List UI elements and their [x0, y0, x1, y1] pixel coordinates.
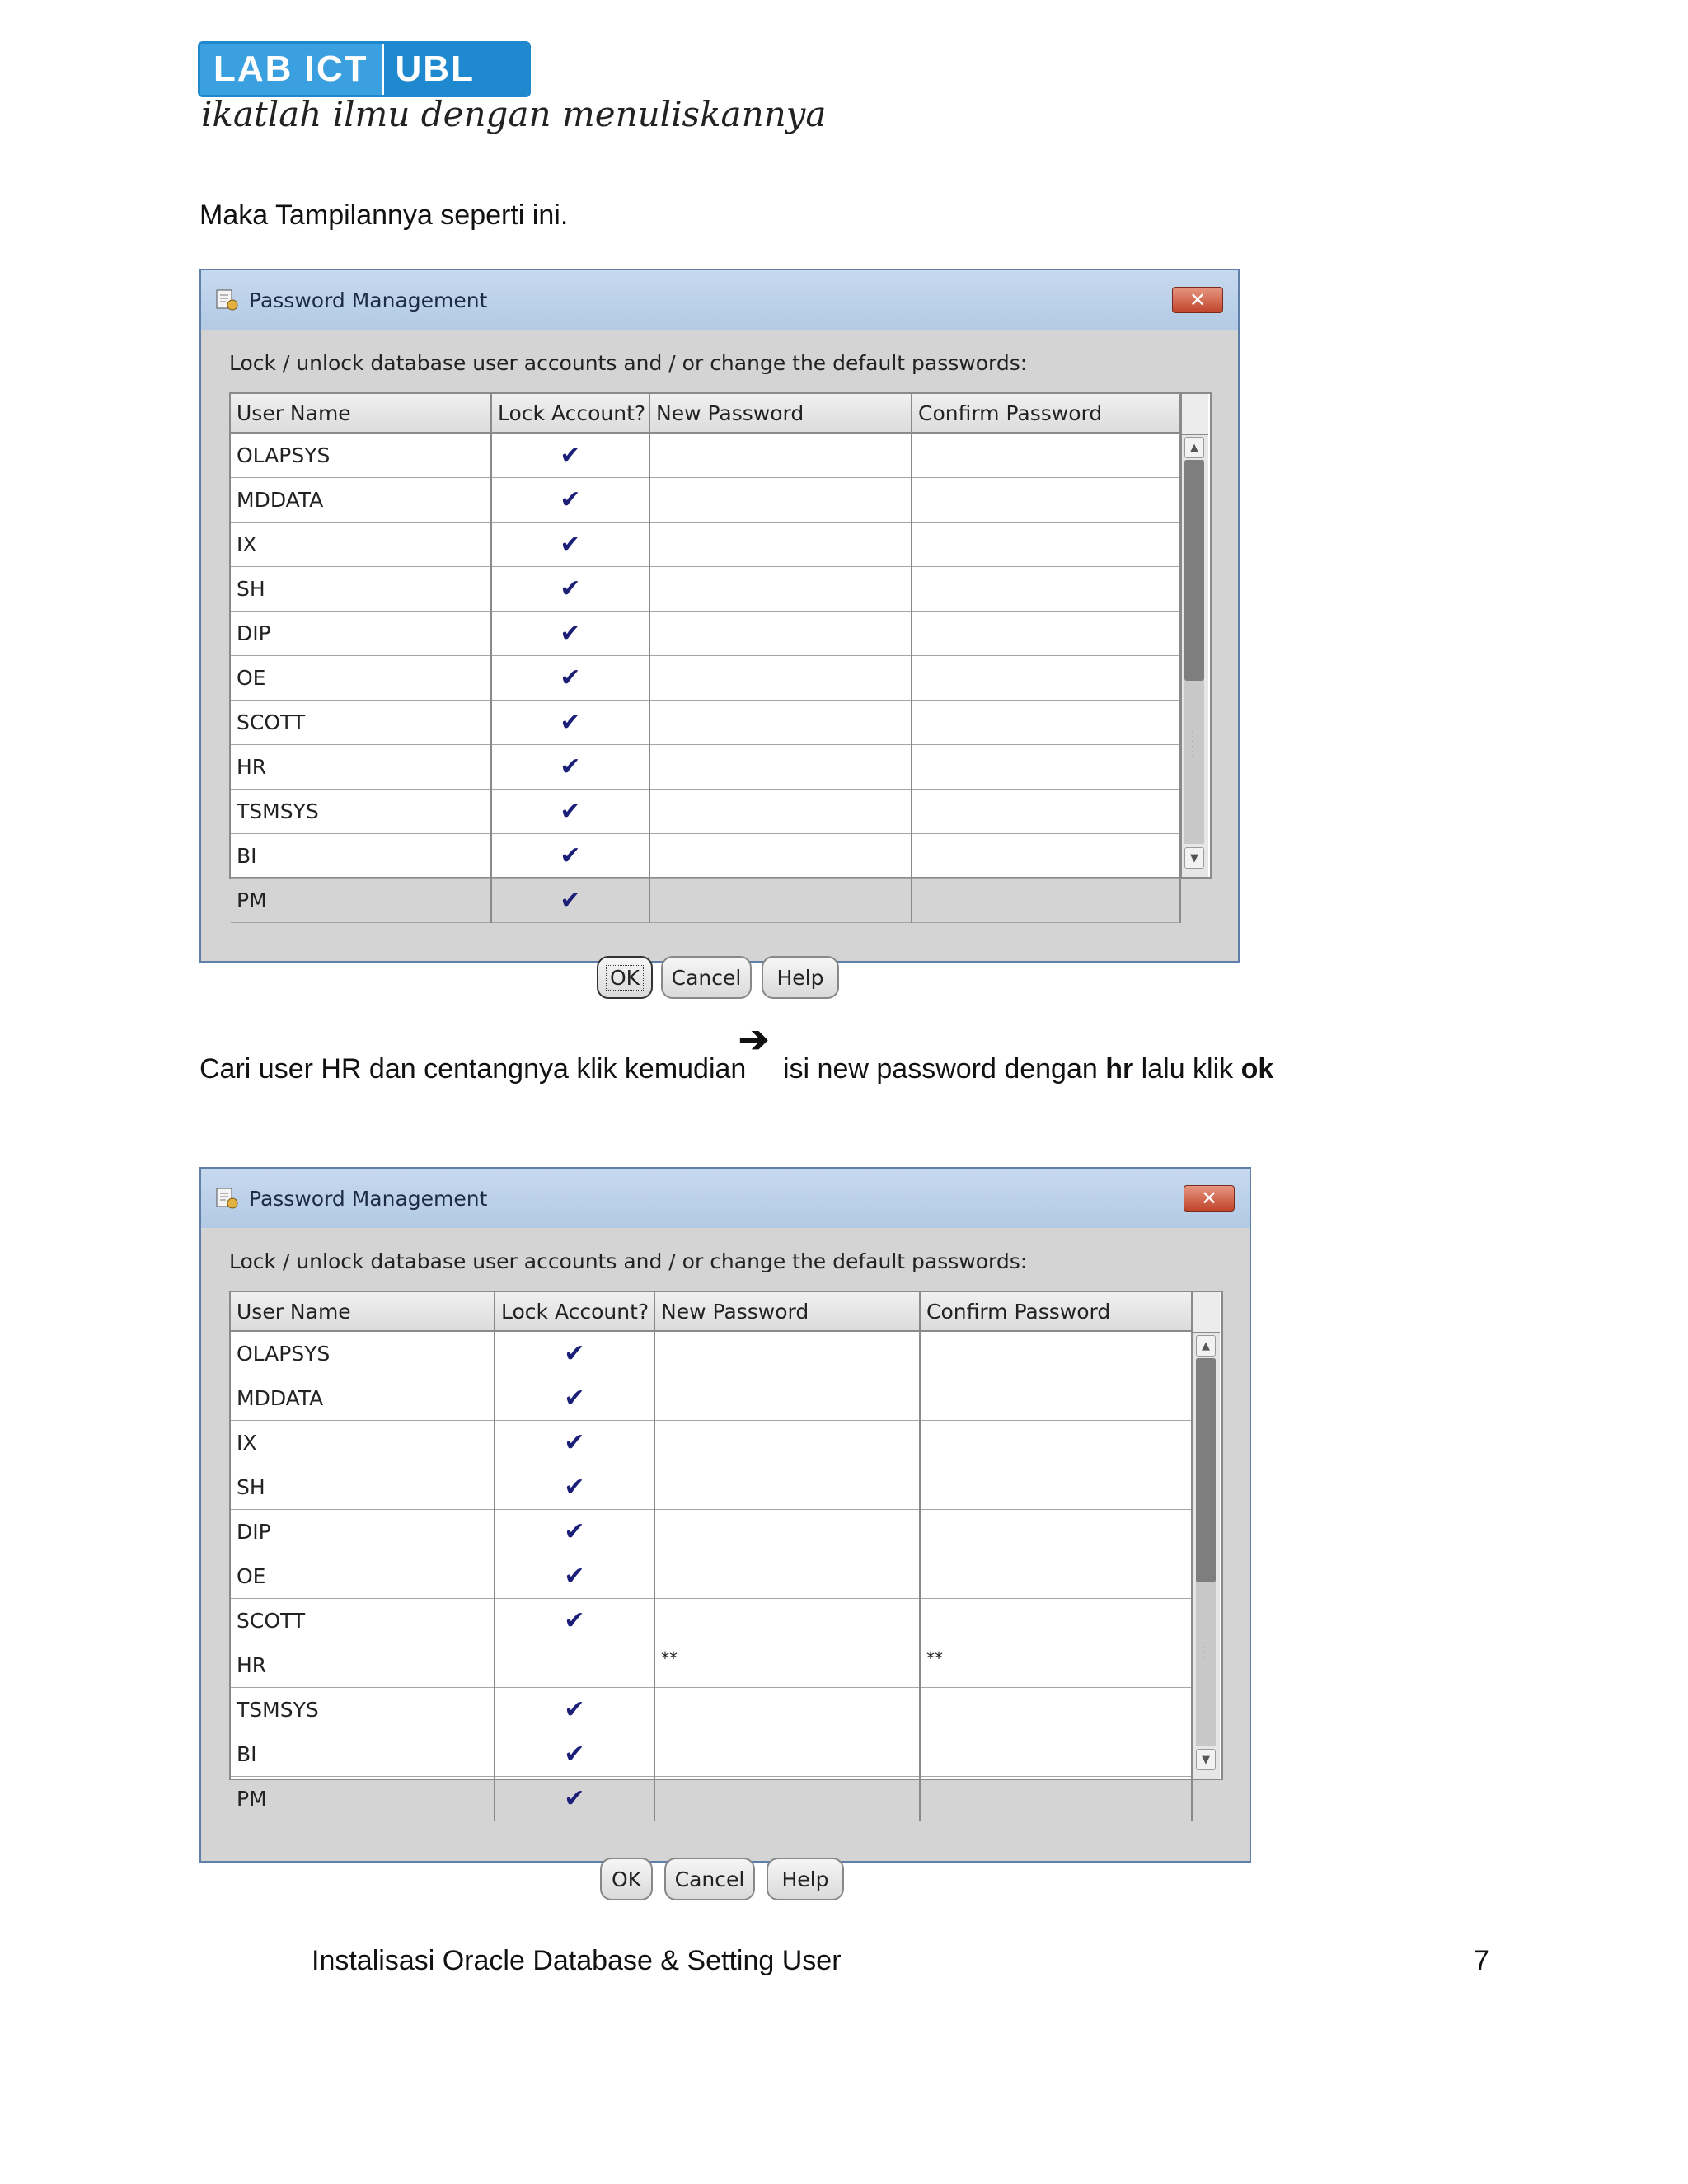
table-row[interactable]	[231, 523, 1180, 567]
cell-user-name[interactable]: BI	[231, 834, 491, 879]
table-row[interactable]	[231, 790, 1180, 834]
logo-text-ubl: UBL	[384, 44, 528, 95]
cell-new-password[interactable]	[649, 656, 912, 701]
cell-confirm-password[interactable]	[920, 1331, 1192, 1376]
cell-confirm-password[interactable]	[920, 1554, 1192, 1599]
help-button[interactable]: Help	[767, 1858, 844, 1900]
vertical-scrollbar[interactable]	[1192, 1292, 1220, 1779]
dialog-titlebar	[201, 1169, 1250, 1228]
ok-button-label: OK	[606, 965, 644, 991]
close-button[interactable]: ✕	[1172, 287, 1223, 313]
cell-confirm-password[interactable]	[912, 612, 1180, 656]
cell-confirm-password[interactable]	[912, 656, 1180, 701]
cell-new-password[interactable]	[649, 523, 912, 567]
table-row[interactable]	[231, 879, 1180, 923]
table-row[interactable]	[231, 745, 1180, 790]
dialog-instruction: Lock / unlock database user accounts and / or change the default passwords:	[229, 1249, 1028, 1273]
intro-text: Maka Tampilannya seperti ini.	[199, 199, 569, 231]
cell-new-password[interactable]: **	[654, 1643, 920, 1688]
cell-lock-account[interactable]: ✔	[495, 1732, 654, 1777]
cell-new-password[interactable]	[649, 834, 912, 879]
instruction-part1: isi new password dengan	[783, 1053, 1106, 1085]
cell-new-password[interactable]	[654, 1732, 920, 1777]
cell-user-name[interactable]: IX	[231, 1421, 495, 1465]
table-row[interactable]	[231, 1777, 1192, 1821]
cell-confirm-password[interactable]	[912, 567, 1180, 612]
cell-user-name[interactable]: SCOTT	[231, 701, 491, 745]
table-row[interactable]	[231, 1688, 1192, 1732]
cell-user-name[interactable]: HR	[231, 745, 491, 790]
cell-confirm-password[interactable]	[912, 745, 1180, 790]
help-button[interactable]: Help	[762, 956, 839, 999]
table-row[interactable]	[231, 478, 1180, 523]
table-row[interactable]	[231, 1599, 1192, 1643]
password-management-dialog-2	[199, 1167, 1251, 1891]
scrollbar-thumb[interactable]	[1184, 460, 1204, 681]
cancel-button[interactable]: Cancel	[661, 956, 752, 999]
cell-user-name[interactable]: MDDATA	[231, 478, 491, 523]
dialog-titlebar	[201, 270, 1238, 330]
table-row[interactable]	[231, 1732, 1192, 1777]
cell-user-name[interactable]: DIP	[231, 1510, 495, 1554]
cell-lock-account[interactable]: ✔	[495, 1554, 654, 1599]
dialog-body	[201, 1228, 1250, 1891]
cell-confirm-password[interactable]	[920, 1376, 1192, 1421]
close-button[interactable]: ✕	[1184, 1185, 1235, 1212]
cell-new-password[interactable]	[649, 790, 912, 834]
cell-new-password[interactable]	[649, 478, 912, 523]
cell-user-name[interactable]: OE	[231, 1554, 495, 1599]
table-row[interactable]	[231, 1554, 1192, 1599]
cell-lock-account[interactable]: ✔	[495, 1376, 654, 1421]
cell-user-name[interactable]: TSMSYS	[231, 1688, 495, 1732]
table-row[interactable]	[231, 1376, 1192, 1421]
scrollbar-thumb[interactable]	[1196, 1358, 1216, 1582]
cell-lock-account[interactable]: ✔	[491, 656, 649, 701]
cell-user-name[interactable]: DIP	[231, 612, 491, 656]
cell-user-name[interactable]: OLAPSYS	[231, 1331, 495, 1376]
dialog-body	[201, 330, 1238, 990]
cell-lock-account[interactable]: ✔	[491, 834, 649, 879]
instruction-bold-hr: hr	[1105, 1053, 1134, 1085]
table-row[interactable]	[231, 701, 1180, 745]
cell-lock-account[interactable]: ✔	[491, 612, 649, 656]
cell-lock-account[interactable]: ✔	[495, 1331, 654, 1376]
cell-user-name[interactable]: MDDATA	[231, 1376, 495, 1421]
user-accounts-table	[229, 1291, 1223, 1813]
vertical-scrollbar[interactable]	[1180, 394, 1208, 877]
cell-user-name[interactable]: SH	[231, 567, 491, 612]
page-number: 7	[1474, 1945, 1489, 1976]
cell-confirm-password[interactable]	[920, 1421, 1192, 1465]
database-app-icon	[214, 1186, 239, 1211]
tagline: ikatlah ilmu dengan menuliskannya	[201, 94, 827, 134]
cell-new-password[interactable]	[649, 879, 912, 923]
table-row[interactable]	[231, 1421, 1192, 1465]
column-header-lock-account[interactable]: Lock Account?	[491, 394, 649, 433]
column-header-confirm-password[interactable]: Confirm Password	[912, 394, 1180, 433]
table-row[interactable]	[231, 1643, 1192, 1688]
cell-new-password[interactable]	[649, 701, 912, 745]
cell-confirm-password[interactable]	[920, 1599, 1192, 1643]
cancel-button[interactable]: Cancel	[664, 1858, 755, 1900]
cell-confirm-password[interactable]: **	[920, 1643, 1192, 1688]
user-accounts-table	[229, 392, 1212, 915]
cell-confirm-password[interactable]	[912, 834, 1180, 879]
cell-new-password[interactable]	[649, 745, 912, 790]
instruction-bold-ok: ok	[1240, 1053, 1274, 1085]
cell-lock-account[interactable]	[495, 1643, 654, 1688]
database-app-icon	[214, 288, 239, 312]
column-header-new-password[interactable]: New Password	[649, 394, 912, 433]
cell-user-name[interactable]: IX	[231, 523, 491, 567]
scroll-down-icon[interactable]: ▼	[1184, 847, 1204, 869]
scroll-down-icon[interactable]: ▼	[1196, 1749, 1216, 1770]
scroll-up-icon[interactable]: ▲	[1196, 1335, 1216, 1357]
table-row[interactable]	[231, 656, 1180, 701]
cell-user-name[interactable]: PM	[231, 1777, 495, 1821]
cell-lock-account[interactable]: ✔	[491, 523, 649, 567]
lab-ict-ubl-logo	[198, 41, 531, 97]
cell-confirm-password[interactable]	[912, 523, 1180, 567]
cell-user-name[interactable]: SCOTT	[231, 1599, 495, 1643]
ok-button[interactable]	[597, 956, 653, 999]
instruction-text-after-arrow	[783, 1053, 1273, 1085]
cell-new-password[interactable]	[654, 1331, 920, 1376]
cell-lock-account[interactable]: ✔	[495, 1777, 654, 1821]
cell-confirm-password[interactable]	[912, 433, 1180, 478]
cell-new-password[interactable]	[654, 1376, 920, 1421]
cell-lock-account[interactable]: ✔	[495, 1421, 654, 1465]
cell-new-password[interactable]	[654, 1777, 920, 1821]
scrollbar-grip-icon: ⁚ ⁚ ⁚	[1203, 1632, 1206, 1661]
cell-confirm-password[interactable]	[912, 879, 1180, 923]
instruction-text-before-arrow: Cari user HR dan centangnya klik kemudian	[199, 1053, 747, 1085]
right-arrow-icon: ➔	[738, 1019, 769, 1060]
logo-text-lab-ict: LAB ICT	[200, 44, 384, 95]
table-row[interactable]	[231, 1465, 1192, 1510]
cell-confirm-password[interactable]	[912, 790, 1180, 834]
table-row[interactable]	[231, 433, 1180, 478]
cell-user-name[interactable]: TSMSYS	[231, 790, 491, 834]
scrollbar-corner	[1182, 394, 1208, 435]
dialog-title: Password Management	[249, 1186, 488, 1211]
cell-lock-account[interactable]: ✔	[495, 1465, 654, 1510]
column-header-user-name[interactable]: User Name	[231, 1292, 495, 1331]
cell-new-password[interactable]	[654, 1599, 920, 1643]
table-row[interactable]	[231, 834, 1180, 879]
dialog-instruction: Lock / unlock database user accounts and / or change the default passwords:	[229, 351, 1028, 375]
column-header-lock-account[interactable]: Lock Account?	[495, 1292, 654, 1331]
cell-confirm-password[interactable]	[920, 1510, 1192, 1554]
cell-new-password[interactable]	[654, 1465, 920, 1510]
column-header-confirm-password[interactable]: Confirm Password	[920, 1292, 1192, 1331]
table-row[interactable]	[231, 1510, 1192, 1554]
cell-confirm-password[interactable]	[920, 1688, 1192, 1732]
cell-lock-account[interactable]: ✔	[491, 879, 649, 923]
cell-user-name[interactable]: HR	[231, 1643, 495, 1688]
cell-user-name[interactable]: PM	[231, 879, 491, 923]
cell-user-name[interactable]: OLAPSYS	[231, 433, 491, 478]
cell-lock-account[interactable]: ✔	[491, 478, 649, 523]
cell-confirm-password[interactable]	[912, 701, 1180, 745]
cell-new-password[interactable]	[654, 1688, 920, 1732]
cell-new-password[interactable]	[649, 612, 912, 656]
cell-new-password[interactable]	[649, 567, 912, 612]
cell-new-password[interactable]	[654, 1510, 920, 1554]
cell-lock-account[interactable]: ✔	[491, 433, 649, 478]
cell-new-password[interactable]	[654, 1554, 920, 1599]
scroll-up-icon[interactable]: ▲	[1184, 437, 1204, 458]
table-row[interactable]	[231, 612, 1180, 656]
cell-user-name[interactable]: SH	[231, 1465, 495, 1510]
cell-confirm-password[interactable]	[920, 1732, 1192, 1777]
cell-user-name[interactable]: OE	[231, 656, 491, 701]
scrollbar-grip-icon: ⁚ ⁚ ⁚	[1191, 730, 1194, 759]
cell-new-password[interactable]	[654, 1421, 920, 1465]
cell-lock-account[interactable]: ✔	[495, 1510, 654, 1554]
ok-button[interactable]: OK	[600, 1858, 653, 1900]
cell-lock-account[interactable]: ✔	[491, 567, 649, 612]
column-header-user-name[interactable]: User Name	[231, 394, 491, 433]
password-management-dialog-1	[199, 269, 1240, 990]
cell-user-name[interactable]: BI	[231, 1732, 495, 1777]
cell-confirm-password[interactable]	[912, 478, 1180, 523]
cell-confirm-password[interactable]	[920, 1465, 1192, 1510]
instruction-part2: lalu klik	[1133, 1053, 1241, 1085]
cell-lock-account[interactable]: ✔	[491, 790, 649, 834]
cell-lock-account[interactable]: ✔	[495, 1688, 654, 1732]
cell-lock-account[interactable]: ✔	[495, 1599, 654, 1643]
scrollbar-corner	[1193, 1292, 1220, 1333]
table-row[interactable]	[231, 567, 1180, 612]
cell-lock-account[interactable]: ✔	[491, 701, 649, 745]
column-header-new-password[interactable]: New Password	[654, 1292, 920, 1331]
cell-confirm-password[interactable]	[920, 1777, 1192, 1821]
cell-lock-account[interactable]: ✔	[491, 745, 649, 790]
footer-title: Instalisasi Oracle Database & Setting User	[312, 1945, 842, 1976]
table-row[interactable]	[231, 1331, 1192, 1376]
cell-new-password[interactable]	[649, 433, 912, 478]
dialog-title: Password Management	[249, 288, 488, 312]
